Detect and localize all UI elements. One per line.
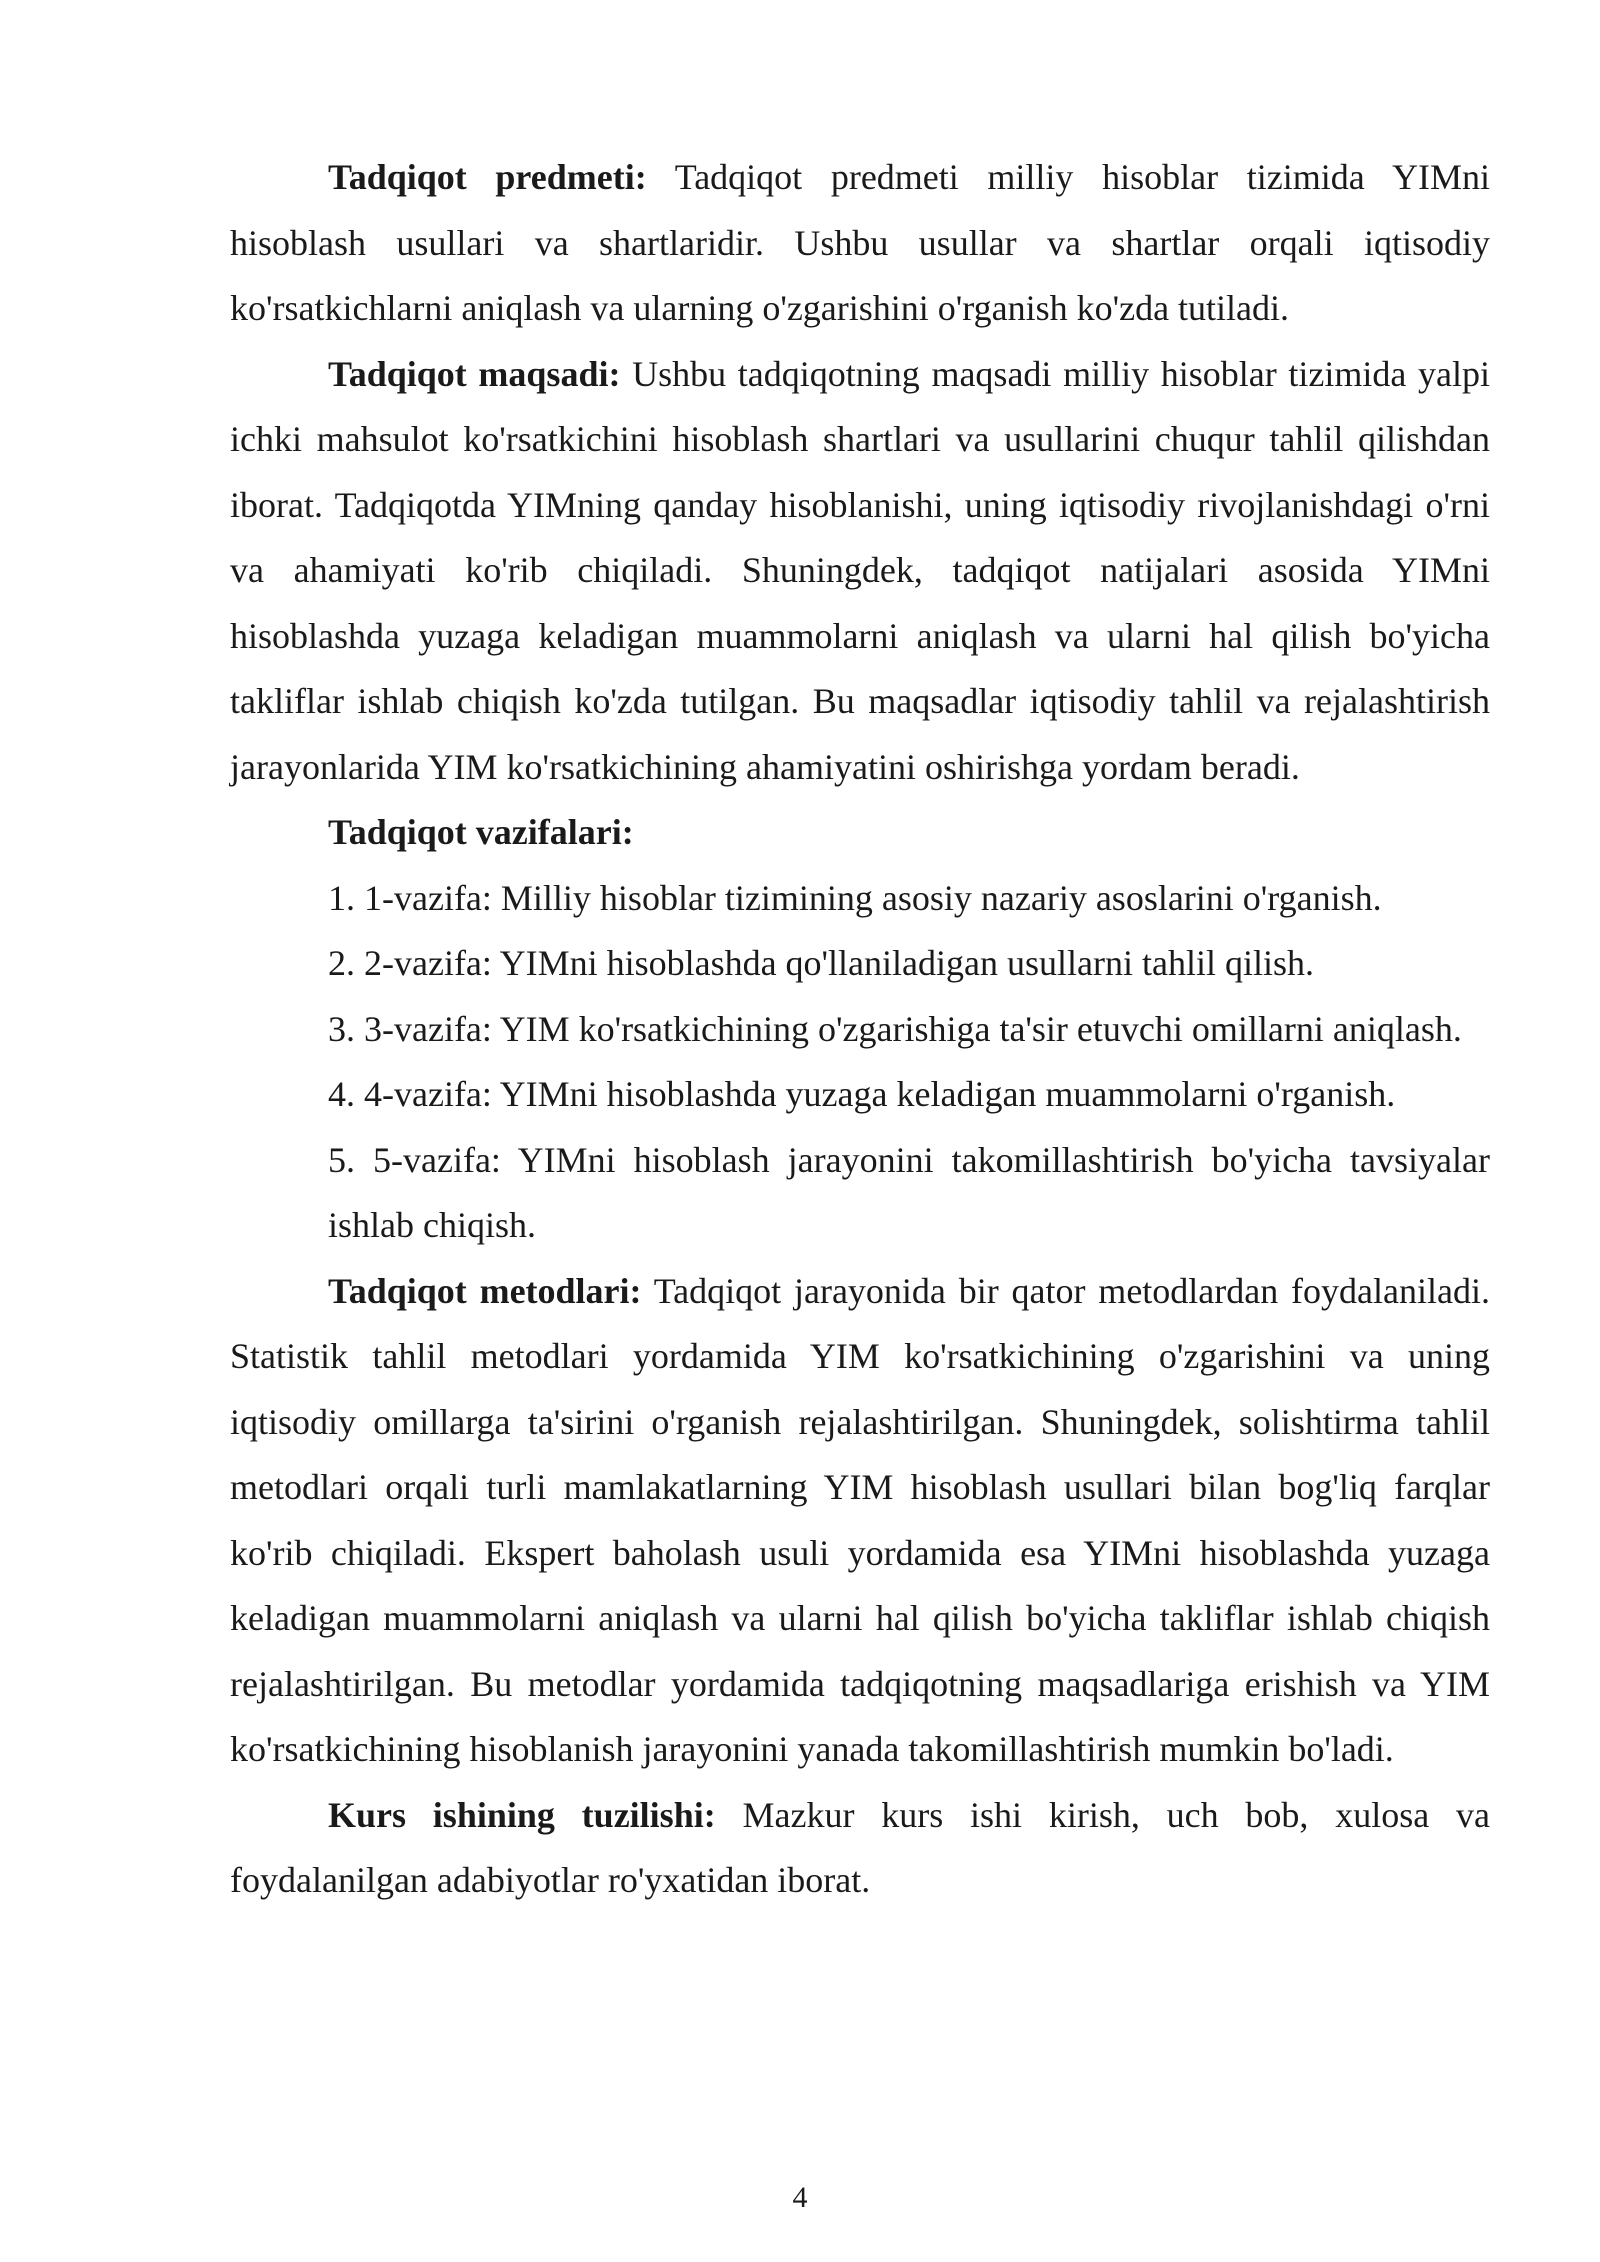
section-heading: Tadqiqot predmeti: <box>328 157 647 197</box>
section-heading: Tadqiqot metodlari: <box>328 1270 642 1311</box>
list-item: 4. 4-vazifa: YIMni hisoblashda yuzaga keladigan muammolarni o'rganish. <box>328 1074 1396 1114</box>
section-text: Mazkur kurs ishi kirish, uch bob, xulosa va foydalanilgan adabiyotlar ro'yxatidan iborat. <box>230 1794 1490 1900</box>
section-tuzilish <box>230 1783 1490 1914</box>
section-metodlar <box>230 1259 1490 1783</box>
section-text: Tadqiqot jarayonida bir qator metodlardan foydalaniladi. Statistik tahlil metodlari yordamida YIM ko'rsatkichining o'zgarishini va uning iqtisodiy omillarga ta'sirini o'rganish rejalashtirilgan. Shuningdek, solishtirma tahlil metodlari orqali turli mamlakatlarning YIM hisoblash usullari bilan bog'liq farqlar ko'rib chiqiladi. Ekspert baholash usuli yordamida esa YIMni hisoblashda yuzaga keladigan muammolarni aniqlash va ularni hal qilish bo'yicha takliflar ishlab chiqish rejalashtirilgan. Bu metodlar yordamida tadqiqotning maqsadlariga erishish va YIM ko'rsatkichining hisoblanish jarayonini yanada takomillashtirish mumkin bo'ladi. <box>230 1270 1490 1769</box>
section-heading: Kurs ishining tuzilishi: <box>328 1794 716 1835</box>
section-heading: Tadqiqot maqsadi: <box>328 353 621 394</box>
section-vazifalar-heading: Tadqiqot vazifalari: <box>328 812 634 852</box>
list-item: 2. 2-vazifa: YIMni hisoblashda qo'llaniladigan usullarni tahlil qilish. <box>328 943 1314 983</box>
page-number: 4 <box>792 2181 808 2214</box>
list-item: 3. 3-vazifa: YIM ko'rsatkichining o'zgarishiga ta'sir etuvchi omillarni aniqlash. <box>328 1008 1462 1049</box>
section-predmet <box>230 145 1490 342</box>
section-maqsad <box>230 342 1490 801</box>
document-page <box>230 145 1490 1914</box>
list-item: 5. 5-vazifa: YIMni hisoblash jarayonini takomillashtirish bo'yicha tavsiyalar ishlab chiqish. <box>328 1139 1490 1245</box>
list-item: 1. 1-vazifa: Milliy hisoblar tizimining asosiy nazariy asoslarini o'rganish. <box>328 877 1382 918</box>
section-text: Tadqiqot predmeti milliy hisoblar tizimida YIMni hisoblash usullari va shartlaridir. Ushbu usullar va shartlar orqali iqtisodiy ko'rsatkichlarni aniqlash va ularning o'zgarishini o'rganish ko'zda tutiladi. <box>230 157 1490 328</box>
section-text: Ushbu tadqiqotning maqsadi milliy hisoblar tizimida yalpi ichki mahsulot ko'rsatkichini hisoblash shartlari va usullarini chuqur tahlil qilishdan iborat. Tadqiqotda YIMning qanday hisoblanishi, uning iqtisodiy rivojlanishdagi o'rni va ahamiyati ko'rib chiqiladi. Shuningdek, tadqiqot natijalari asosida YIMni hisoblashda yuzaga keladigan muammolarni aniqlash va ularni hal qilish bo'yicha takliflar ishlab chiqish ko'zda tutilgan. Bu maqsadlar iqtisodiy tahlil va rejalashtirish jarayonlarida YIM ko'rsatkichining ahamiyatini oshirishga yordam beradi. <box>230 353 1491 787</box>
